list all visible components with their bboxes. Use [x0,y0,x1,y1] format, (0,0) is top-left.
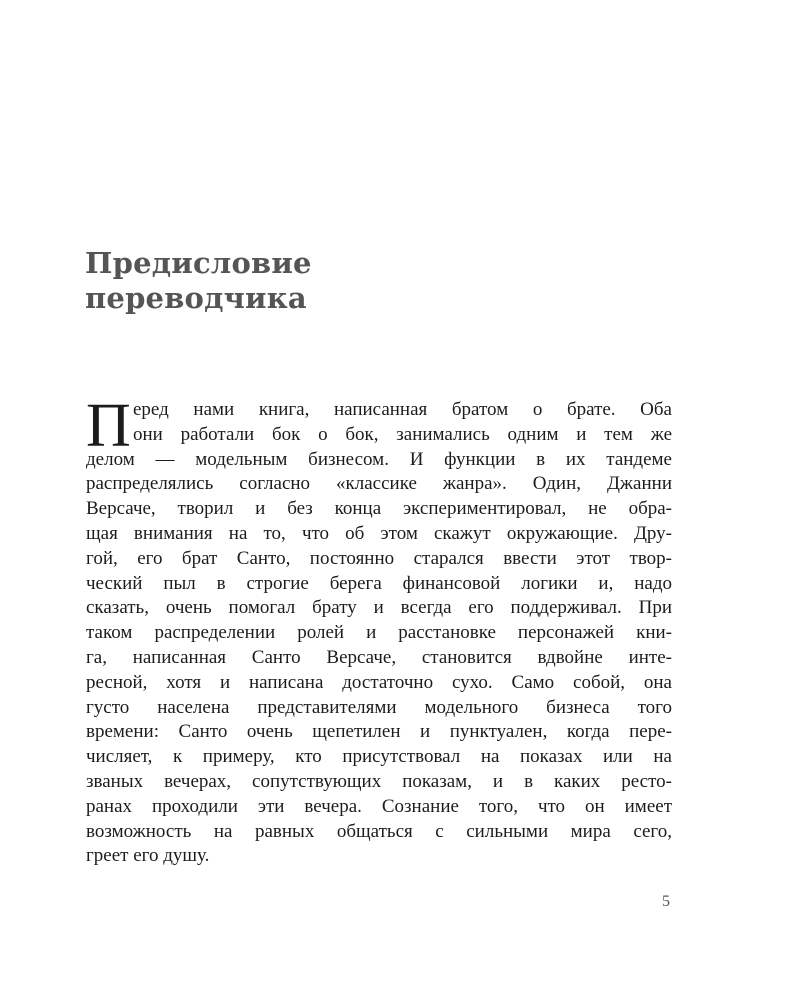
paragraph-line: делом — модельным бизнесом. И функции в их тандеме [86,448,672,470]
paragraph-line: ресной, хотя и написана достаточно сухо. Само собой, она [86,671,672,693]
body-paragraph [86,392,672,869]
chapter-title-line: переводчика [85,281,307,315]
paragraph-line: еред нами книга, написанная братом о брате. Оба [133,399,672,420]
paragraph-line: ранах проходили эти вечера. Сознание того, что он имеет [86,795,672,817]
paragraph-line: гой, его брат Санто, постоянно старался ввести этот твор- [86,547,672,569]
paragraph-line: званых вечерах, сопутствующих показам, и в каких ресто- [86,770,672,792]
paragraph-line: ческий пыл в строгие берега финансовой логики и, надо [86,572,672,594]
paragraph-line: Версаче, творил и без конца экспериментировал, не обра- [86,498,672,520]
paragraph-line: густо населена представителями модельного бизнеса того [86,696,672,718]
chapter-title-line: Предисловие [85,246,312,280]
paragraph-line: времени: Санто очень щепетилен и пунктуален, когда пере- [86,721,672,743]
paragraph-line: щая внимания на то, что об этом скажут окружающие. Дру- [86,522,672,544]
paragraph-line: распределялись согласно «классике жанра». Один, Джанни [86,473,672,495]
paragraph-line: га, написанная Санто Версаче, становится вдвойне инте- [86,646,672,668]
paragraph-line: они работали бок о бок, занимались одним и тем же [133,423,672,445]
chapter-title [85,246,312,316]
paragraph-line: сказать, очень помогал брату и всегда его поддерживал. При [86,597,672,619]
paragraph-line: возможность на равных общаться с сильными мира сего, [86,820,672,842]
paragraph-line: греет его душу. [86,845,210,867]
paragraph-line: числяет, к примеру, кто присутствовал на показах или на [86,746,672,768]
drop-cap: П [86,392,131,460]
page-number: 5 [662,893,670,910]
paragraph-line: таком распределении ролей и расстановке персонажей кни- [86,622,672,644]
